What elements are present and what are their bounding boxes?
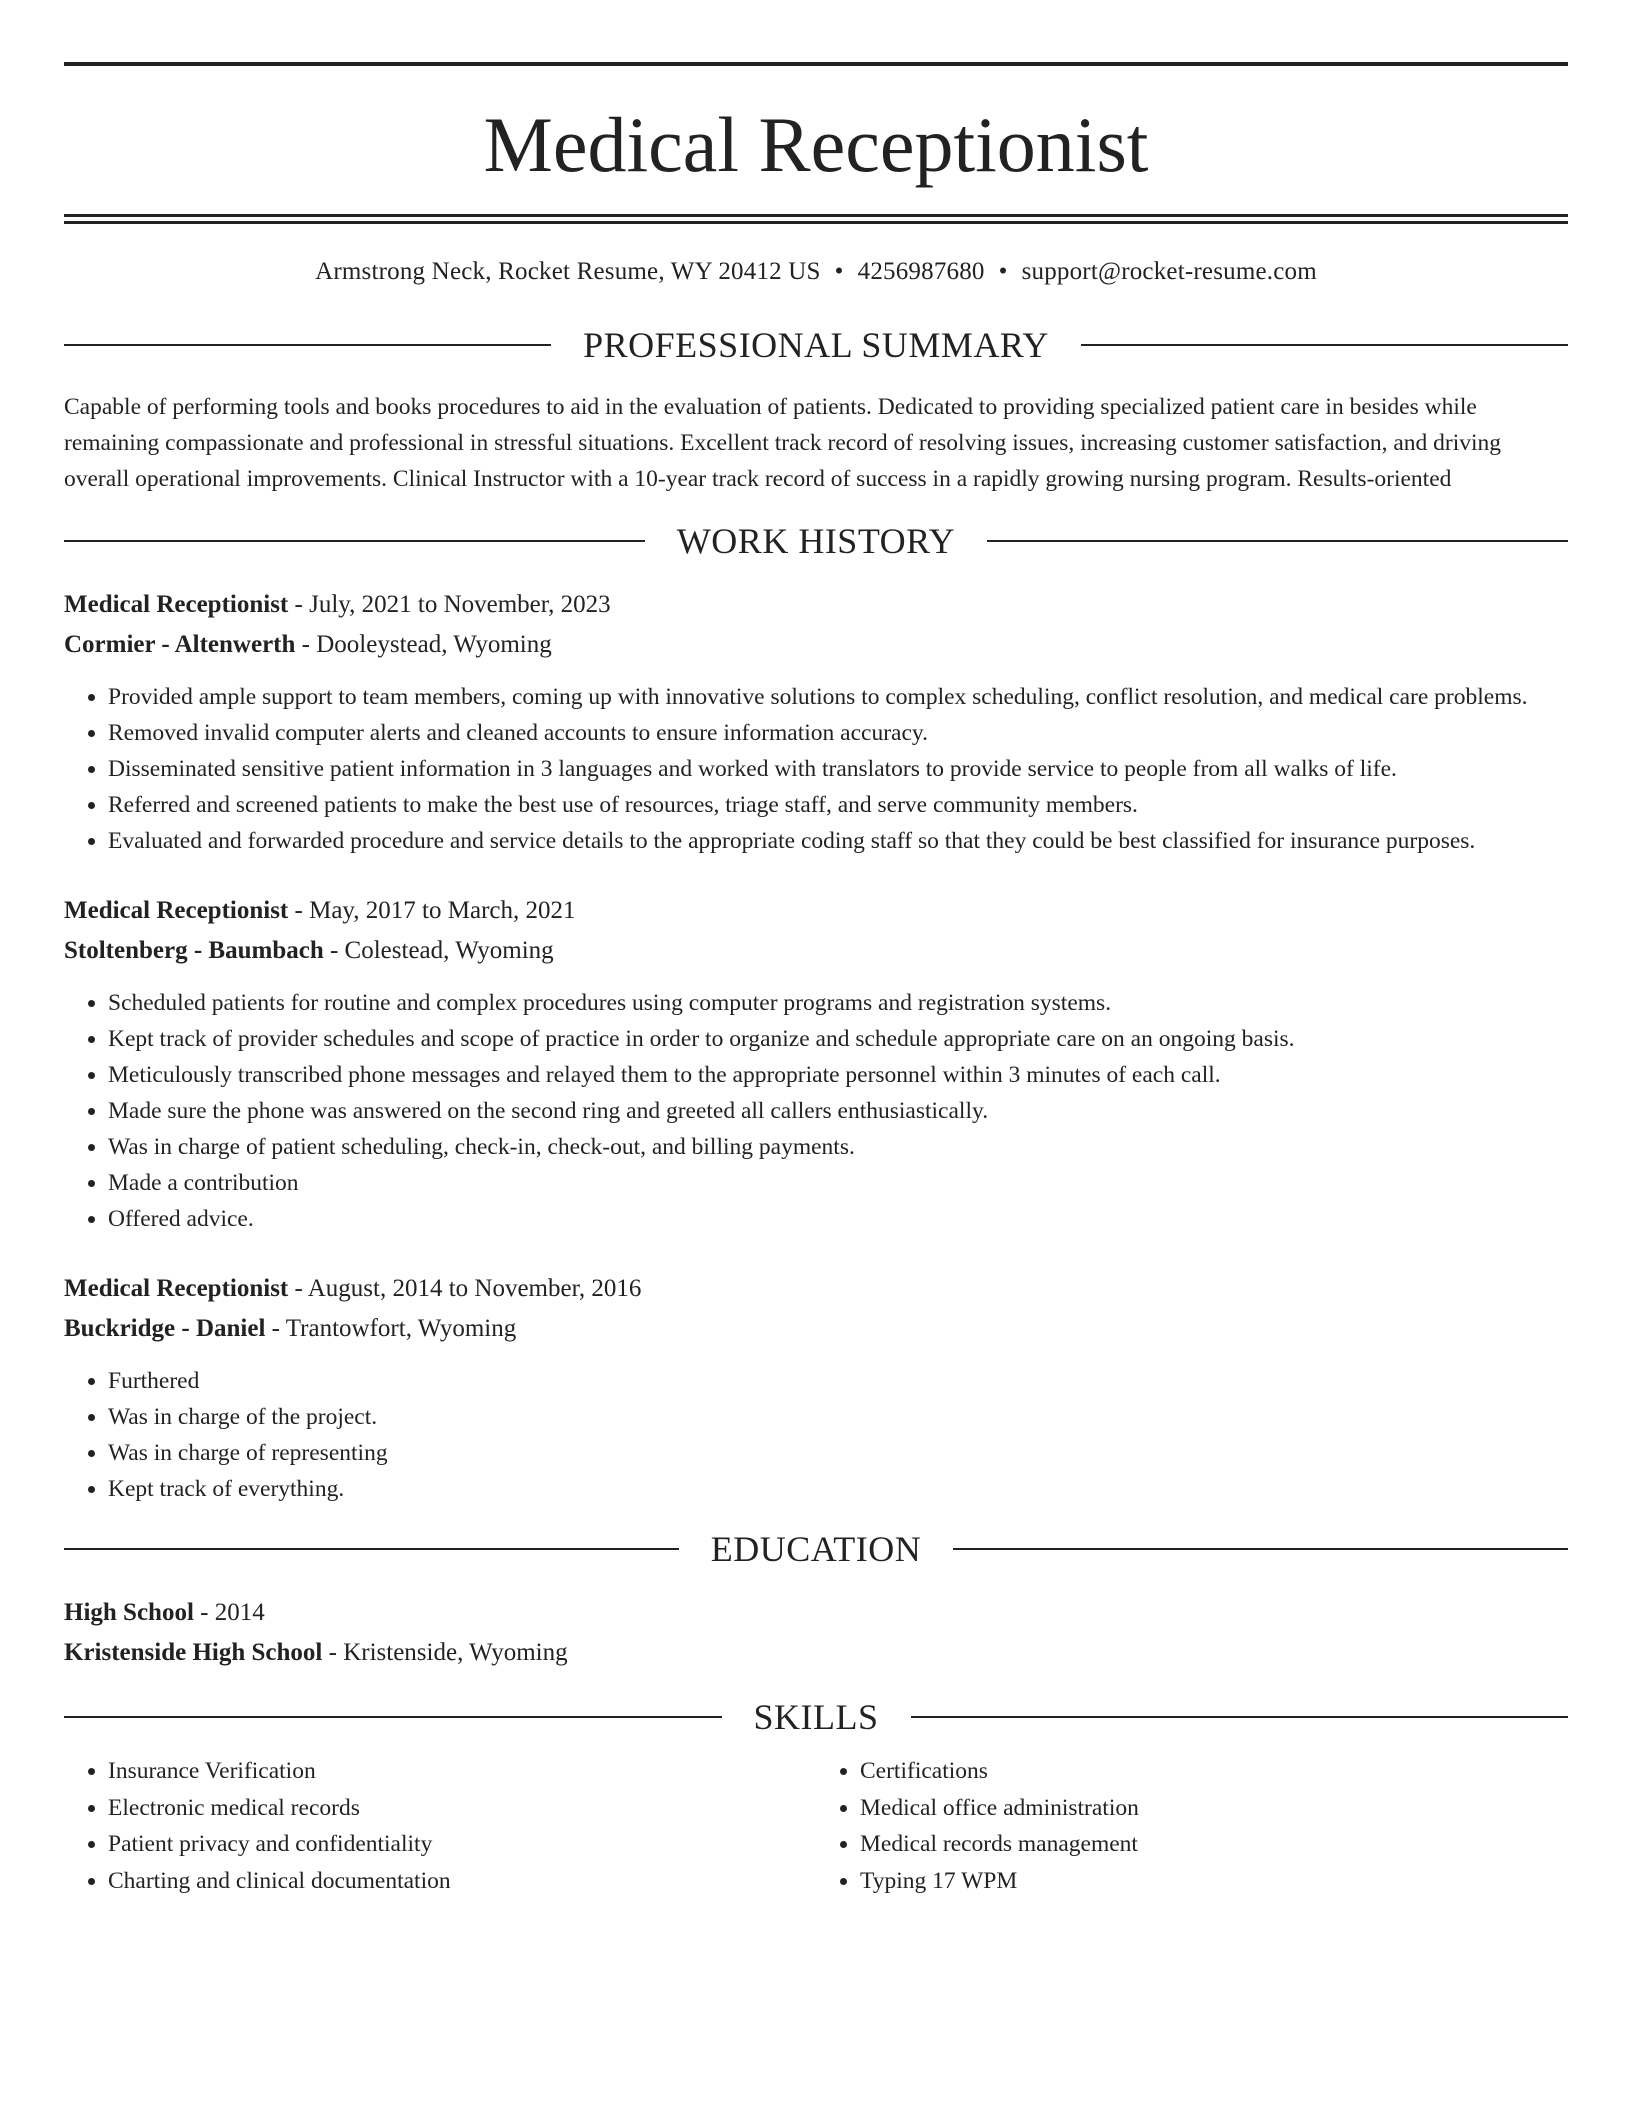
skill-item: • Electronic medical records [108, 1790, 816, 1827]
job-company-line [64, 931, 1568, 971]
list-item: • Kept track of provider schedules and scope of practice in order to organize and schedule appropriate care on an ongoing basis. [108, 1021, 1568, 1057]
job-entry [64, 1269, 1568, 1507]
job-title-line [64, 1269, 1568, 1309]
skills-columns [64, 1753, 1568, 1899]
skill-item: • Insurance Verification [108, 1753, 816, 1790]
job-dates: - August, 2014 to November, 2016 [288, 1275, 642, 1302]
job-location: - Trantowfort, Wyoming [265, 1315, 517, 1342]
section-header-summary [64, 327, 1568, 363]
section-rule-left [64, 540, 645, 542]
job-company-line [64, 1309, 1568, 1349]
list-item: • Scheduled patients for routine and complex procedures using computer programs and registration systems. [108, 985, 1568, 1021]
list-item: • Was in charge of representing [108, 1435, 1568, 1471]
job-bullets [64, 679, 1568, 859]
list-item: • Removed invalid computer alerts and cleaned accounts to ensure information accuracy. [108, 715, 1568, 751]
job-bullets [64, 985, 1568, 1237]
education-year: - 2014 [193, 1599, 265, 1626]
list-item: • Referred and screened patients to make the best use of resources, triage staff, and serve community members. [108, 787, 1568, 823]
section-header-skills [64, 1699, 1568, 1735]
contact-address: Armstrong Neck, Rocket Resume, WY 20412 US [315, 258, 821, 285]
list-item: • Furthered [108, 1363, 1568, 1399]
list-item: • Kept track of everything. [108, 1471, 1568, 1507]
list-item: • Made a contribution [108, 1165, 1568, 1201]
skill-item: • Typing 17 WPM [860, 1863, 1568, 1900]
list-item: • Offered advice. [108, 1201, 1568, 1237]
list-item: • Made sure the phone was answered on the second ring and greeted all callers enthusiastically. [108, 1093, 1568, 1129]
list-item: • Was in charge of patient scheduling, check-in, check-out, and billing payments. [108, 1129, 1568, 1165]
job-entry [64, 585, 1568, 859]
section-title: PROFESSIONAL SUMMARY [583, 325, 1049, 365]
job-bullets [64, 1363, 1568, 1507]
contact-line [64, 257, 1568, 287]
education-school: Kristenside High School [64, 1639, 323, 1666]
section-rule-left [64, 1716, 722, 1718]
top-rule [64, 62, 1568, 66]
job-entry [64, 891, 1568, 1237]
section-title: SKILLS [753, 1697, 879, 1737]
education-school-line [64, 1633, 1568, 1673]
skills-list-left [64, 1753, 816, 1899]
skill-item: • Medical office administration [860, 1790, 1568, 1827]
job-title: Medical Receptionist [64, 591, 289, 618]
skill-item: • Certifications [860, 1753, 1568, 1790]
job-location: - Dooleystead, Wyoming [295, 631, 552, 658]
section-rule-right [1081, 344, 1568, 346]
title-double-rule [64, 214, 1568, 224]
list-item: • Was in charge of the project. [108, 1399, 1568, 1435]
job-title-line [64, 585, 1568, 625]
education-degree-line [64, 1593, 1568, 1633]
job-title: Medical Receptionist [64, 897, 289, 924]
job-company: Stoltenberg - Baumbach [64, 937, 324, 964]
skills-list-right [816, 1753, 1568, 1899]
section-header-work-history [64, 523, 1568, 559]
contact-separator: • [834, 258, 844, 285]
list-item: • Provided ample support to team members, coming up with innovative solutions to complex scheduling, conflict resolution, and medical care problems. [108, 679, 1568, 715]
section-rule-right [911, 1716, 1569, 1718]
list-item: • Evaluated and forwarded procedure and service details to the appropriate coding staff so that they could be best classified for insurance purposes. [108, 823, 1568, 859]
section-rule-right [953, 1548, 1568, 1550]
skill-item: • Patient privacy and confidentiality [108, 1826, 816, 1863]
contact-phone: 4256987680 [857, 258, 985, 285]
contact-email: support@rocket-resume.com [1021, 258, 1317, 285]
education-location: - Kristenside, Wyoming [322, 1639, 568, 1666]
job-dates: - July, 2021 to November, 2023 [288, 591, 611, 618]
professional-summary-text: Capable of performing tools and books procedures to aid in the evaluation of patients. Dedicated to providing specialized patient care in besides while remaining compassionate and professional in stressful situations. Excellent track record of resolving issues, increasing customer satisfaction, and driving overall operational improvements. Clinical Instructor with a 10-year track record of success in a rapidly growing nursing program. Results-oriented [64, 394, 1502, 492]
resume-title: Medical Receptionist [483, 101, 1149, 188]
section-title: EDUCATION [710, 1529, 922, 1569]
section-rule-left [64, 1548, 679, 1550]
skill-item: • Medical records management [860, 1826, 1568, 1863]
job-title: Medical Receptionist [64, 1275, 289, 1302]
section-title: WORK HISTORY [676, 521, 956, 561]
education-degree: High School [64, 1599, 194, 1626]
contact-separator: • [998, 258, 1008, 285]
list-item: • Disseminated sensitive patient information in 3 languages and worked with translators to provide service to people from all walks of life. [108, 751, 1568, 787]
job-company: Cormier - Altenwerth [64, 631, 296, 658]
section-rule-left [64, 344, 551, 346]
section-header-education [64, 1531, 1568, 1567]
section-rule-right [987, 540, 1568, 542]
job-dates: - May, 2017 to March, 2021 [288, 897, 576, 924]
job-company-line [64, 625, 1568, 665]
job-title-line [64, 891, 1568, 931]
list-item: • Meticulously transcribed phone messages and relayed them to the appropriate personnel within 3 minutes of each call. [108, 1057, 1568, 1093]
job-company: Buckridge - Daniel [64, 1315, 266, 1342]
job-location: - Colestead, Wyoming [323, 937, 554, 964]
skill-item: • Charting and clinical documentation [108, 1863, 816, 1900]
